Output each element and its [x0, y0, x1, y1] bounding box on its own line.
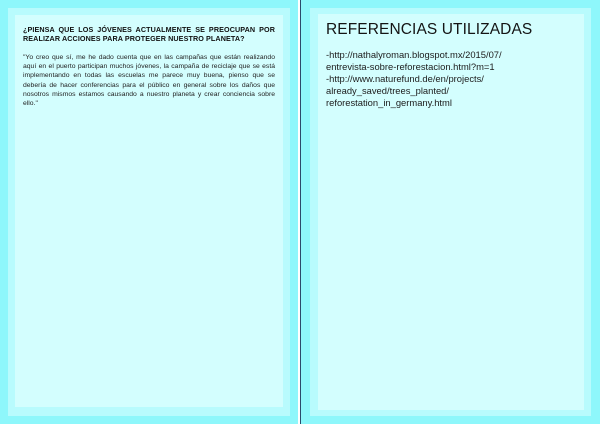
left-content-panel	[15, 15, 283, 407]
reference-line-4: already_saved/trees_planted/	[326, 85, 450, 96]
interview-answer: "Yo creo que sí, me he dado cuenta que en las campañas que están realizando aquí en el puerto participan muchos jóvenes, la campaña de reciclaje que se está implementando en todas las escuelas me parece muy buena, pienso que se debería de hacer conferencias para el público en general sobre los daños que nosotros mismos estamos causando a nuestro planeta y crear conciencia sobre ello."	[23, 54, 275, 108]
interview-question: ¿PIENSA QUE LOS JÓVENES ACTUALMENTE SE PREOCUPAN POR REALIZAR ACCIONES PARA PROTEGER NUESTRO PLANETA?	[23, 25, 275, 43]
left-page	[0, 0, 298, 424]
reference-line-2: entrevista-sobre-reforestacion.html?m=1	[326, 61, 495, 72]
right-page	[300, 0, 600, 424]
reference-line-5: reforestation_in_germany.html	[326, 97, 452, 108]
right-content-panel	[318, 14, 584, 410]
references-title: REFERENCIAS UTILIZADAS	[326, 21, 533, 38]
reference-line-3: -http://www.naturefund.de/en/projects/	[326, 73, 484, 84]
reference-line-1: -http://nathalyroman.blogspot.mx/2015/07/	[326, 49, 502, 60]
